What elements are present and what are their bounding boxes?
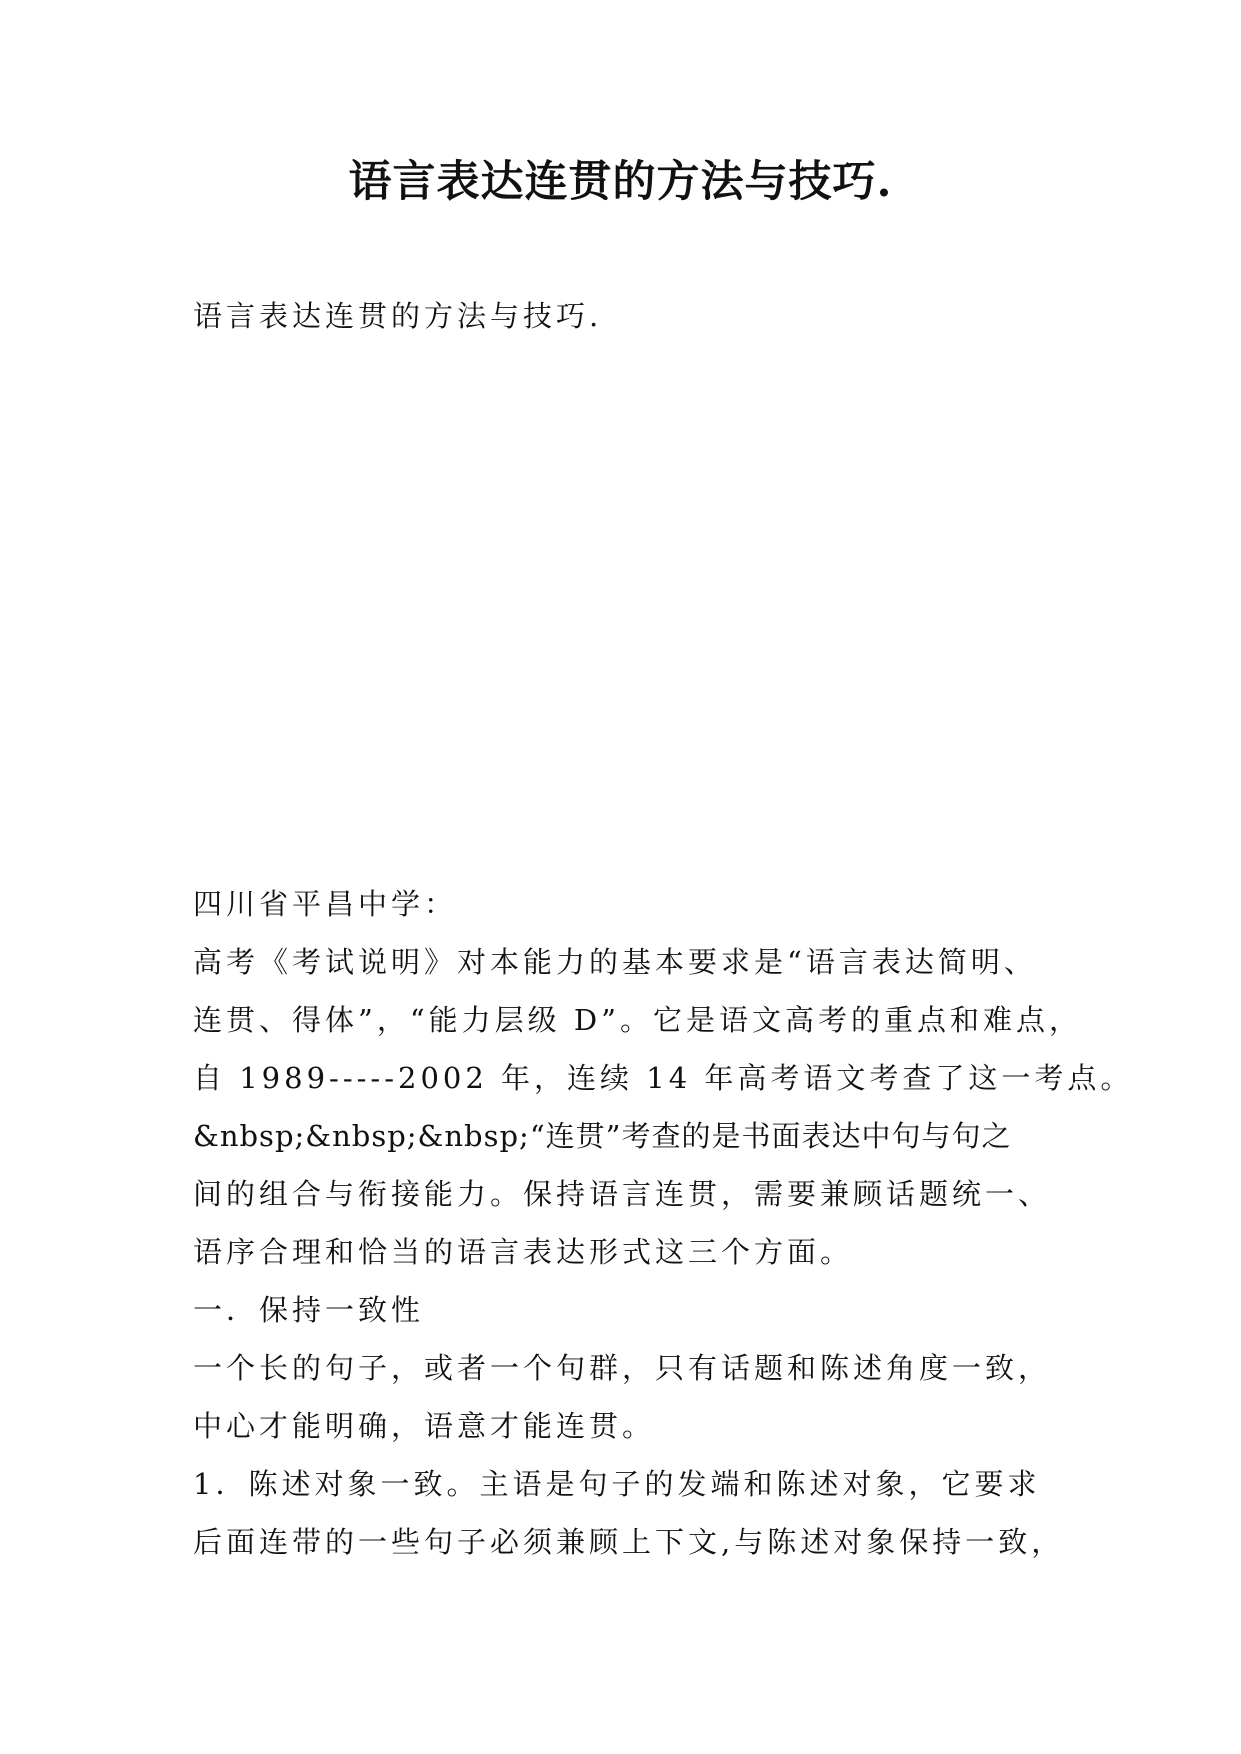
text-line-author: 四川省平昌中学：	[193, 887, 458, 921]
text-line: 连贯、得体”，“能力层级 D”。它是语文高考的重点和难点，	[193, 1003, 1082, 1037]
text-line: 高考《考试说明》对本能力的基本要求是“语言表达简明、	[193, 945, 1037, 979]
text-line: 语序合理和恰当的语言表达形式这三个方面。	[193, 1235, 854, 1269]
document-title: 语言表达连贯的方法与技巧.	[348, 157, 893, 207]
document-subtitle: 语言表达连贯的方法与技巧.	[193, 299, 603, 333]
text-line: &nbsp;&nbsp;&nbsp;“连贯”考查的是书面表达中句与句之	[193, 1119, 1012, 1153]
text-line: 一个长的句子，或者一个句群，只有话题和陈述角度一致，	[193, 1351, 1052, 1385]
body-text	[193, 875, 1134, 1571]
text-line: 后面连带的一些句子必须兼顾上下文,与陈述对象保持一致，	[193, 1525, 1065, 1559]
section-heading: 一．保持一致性	[193, 1293, 425, 1327]
text-line: 1．陈述对象一致。主语是句子的发端和陈述对象，它要求	[193, 1467, 1041, 1501]
text-line: 中心才能明确，语意才能连贯。	[193, 1409, 656, 1443]
text-line: 自 1989-----2002 年，连续 14 年高考语文考查了这一考点。	[193, 1061, 1134, 1095]
text-line: 间的组合与衔接能力。保持语言连贯，需要兼顾话题统一、	[193, 1177, 1052, 1211]
